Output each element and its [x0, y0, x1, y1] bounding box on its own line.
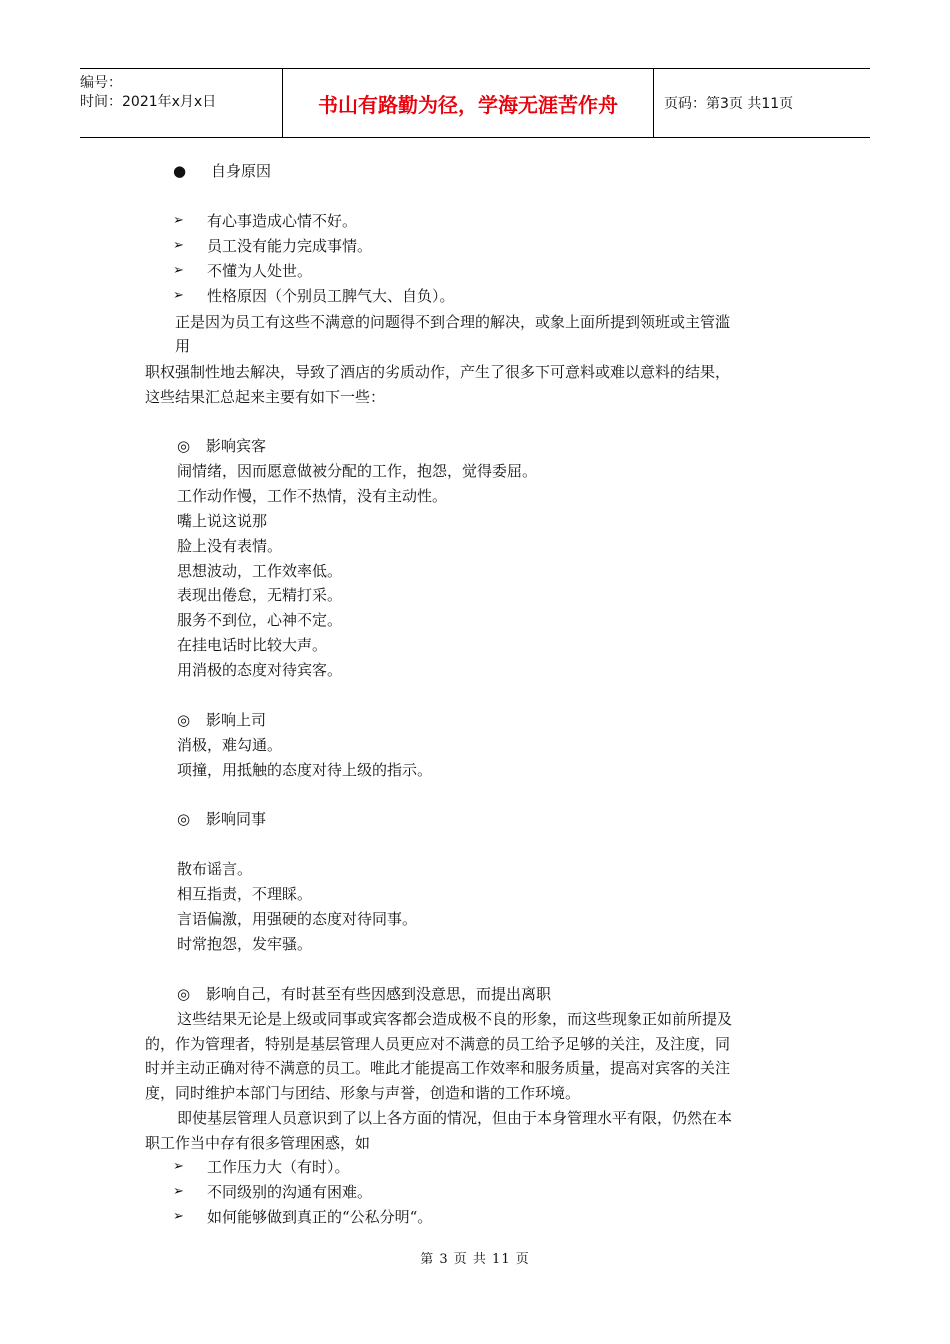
list-item: 工作动作慢，工作不热情，没有主动性。: [177, 487, 448, 505]
arrow-bullet-icon: ➢: [173, 1159, 184, 1174]
paragraph-line: 职工作当中存有很多管理困惑，如: [145, 1134, 371, 1152]
list-item: 服务不到位，心神不定。: [177, 611, 343, 629]
arrow-bullet-icon: ➢: [173, 288, 184, 303]
list-item: [173, 211, 357, 231]
arrow-bullet-icon: ➢: [173, 238, 184, 253]
paragraph-line: 用: [175, 337, 191, 355]
paragraph-line: 的，作为管理者，特别是基层管理人员更应对不满意的员工给予足够的关注，及注度，同: [145, 1035, 731, 1053]
paragraph-line: 度，同时维护本部门与团结、形象与声誉，创造和谐的工作环境。: [145, 1084, 581, 1102]
paragraph-line: 正是因为员工有这些不满意的问题得不到合理的解决，或象上面所提到领班或主管滥: [175, 313, 731, 331]
paragraph-line: 这些结果汇总起来主要有如下一些：: [145, 388, 386, 406]
section-colleagues-title: 影响同事: [206, 810, 267, 828]
list-item-text: 如何能够做到真正的“公私分明“。: [207, 1208, 433, 1226]
arrow-bullet-icon: ➢: [173, 1184, 184, 1199]
list-item: 相互指责，不理睬。: [177, 885, 313, 903]
list-item-text: 员工没有能力完成事情。: [207, 237, 373, 255]
list-item: 消极，难勾通。: [177, 736, 283, 754]
circle-bullet-icon: ◎: [177, 711, 191, 729]
list-item-text: 工作压力大（有时）。: [207, 1158, 350, 1176]
circle-bullet-icon: ◎: [177, 810, 191, 828]
list-item-text: 不同级别的沟通有困难。: [207, 1183, 373, 1201]
list-item: [173, 1182, 372, 1202]
header-number: 编号：: [80, 75, 122, 91]
list-item: 言语偏激，用强硬的态度对待同事。: [177, 910, 418, 928]
page-header: [80, 68, 870, 138]
list-item-text: 性格原因（个别员工脾气大、自负）。: [207, 287, 455, 305]
section-superior-title: 影响上司: [206, 711, 267, 729]
circle-bullet-icon: ◎: [177, 985, 191, 1003]
list-item: [173, 1207, 432, 1227]
arrow-bullet-icon: ➢: [173, 213, 184, 228]
page-footer: 第 3 页 共 11 页: [420, 1252, 530, 1267]
section-self-heading: [173, 161, 271, 181]
section-self-impact-title: 影响自己，有时甚至有些因感到没意思，而提出离职: [206, 985, 552, 1003]
arrow-bullet-icon: ➢: [173, 263, 184, 278]
paragraph-line: 即使基层管理人员意识到了以上各方面的情况，但由于本身管理水平有限，仍然在本: [177, 1109, 733, 1127]
paragraph-line: 职权强制性地去解决，导致了酒店的劣质动作，产生了很多下可意料或难以意料的结果，: [145, 363, 731, 381]
list-item: 表现出倦怠，无精打采。: [177, 586, 343, 604]
paragraph-line: 时并主动正确对待不满意的员工。唯此才能提高工作效率和服务质量，提高对宾客的关注: [145, 1059, 731, 1077]
section-superior-heading: [177, 710, 266, 730]
list-item: 在挂电话时比较大声。: [177, 636, 328, 654]
section-guests-title: 影响宾客: [206, 437, 267, 455]
list-item: 嘴上说这说那: [177, 512, 268, 530]
list-item: 项撞，用抵触的态度对待上级的指示。: [177, 761, 433, 779]
list-item: 时常抱怨，发牢骚。: [177, 935, 313, 953]
list-item: [173, 286, 455, 306]
circle-bullet-icon: ◎: [177, 437, 191, 455]
list-item: [173, 261, 312, 281]
section-colleagues-heading: [177, 809, 266, 829]
header-motto: 书山有路勤为径，学海无涯苦作舟: [282, 69, 654, 137]
section-self-impact-heading: [177, 984, 551, 1004]
arrow-bullet-icon: ➢: [173, 1209, 184, 1224]
dot-bullet-icon: ●: [173, 162, 187, 180]
header-page-info: 页码：第3页 共11页: [664, 96, 794, 112]
paragraph-line: 这些结果无论是上级或同事或宾客都会造成极不良的形象，而这些现象正如前所提及: [177, 1010, 733, 1028]
section-guests-heading: [177, 436, 266, 456]
header-meta: [80, 69, 282, 137]
list-item: 思想波动，工作效率低。: [177, 562, 343, 580]
list-item: 用消极的态度对待宾客。: [177, 661, 343, 679]
section-self-title: 自身原因: [211, 162, 272, 180]
header-time: 时间：2021年x月x日: [80, 94, 217, 110]
list-item-text: 有心事造成心情不好。: [207, 212, 358, 230]
list-item: [173, 236, 372, 256]
list-item: 闹情绪，因而愿意做被分配的工作，抱怨，觉得委屈。: [177, 462, 538, 480]
list-item-text: 不懂为人处世。: [207, 262, 313, 280]
list-item: 脸上没有表情。: [177, 537, 283, 555]
list-item: [173, 1157, 350, 1177]
list-item: 散布谣言。: [177, 860, 253, 878]
